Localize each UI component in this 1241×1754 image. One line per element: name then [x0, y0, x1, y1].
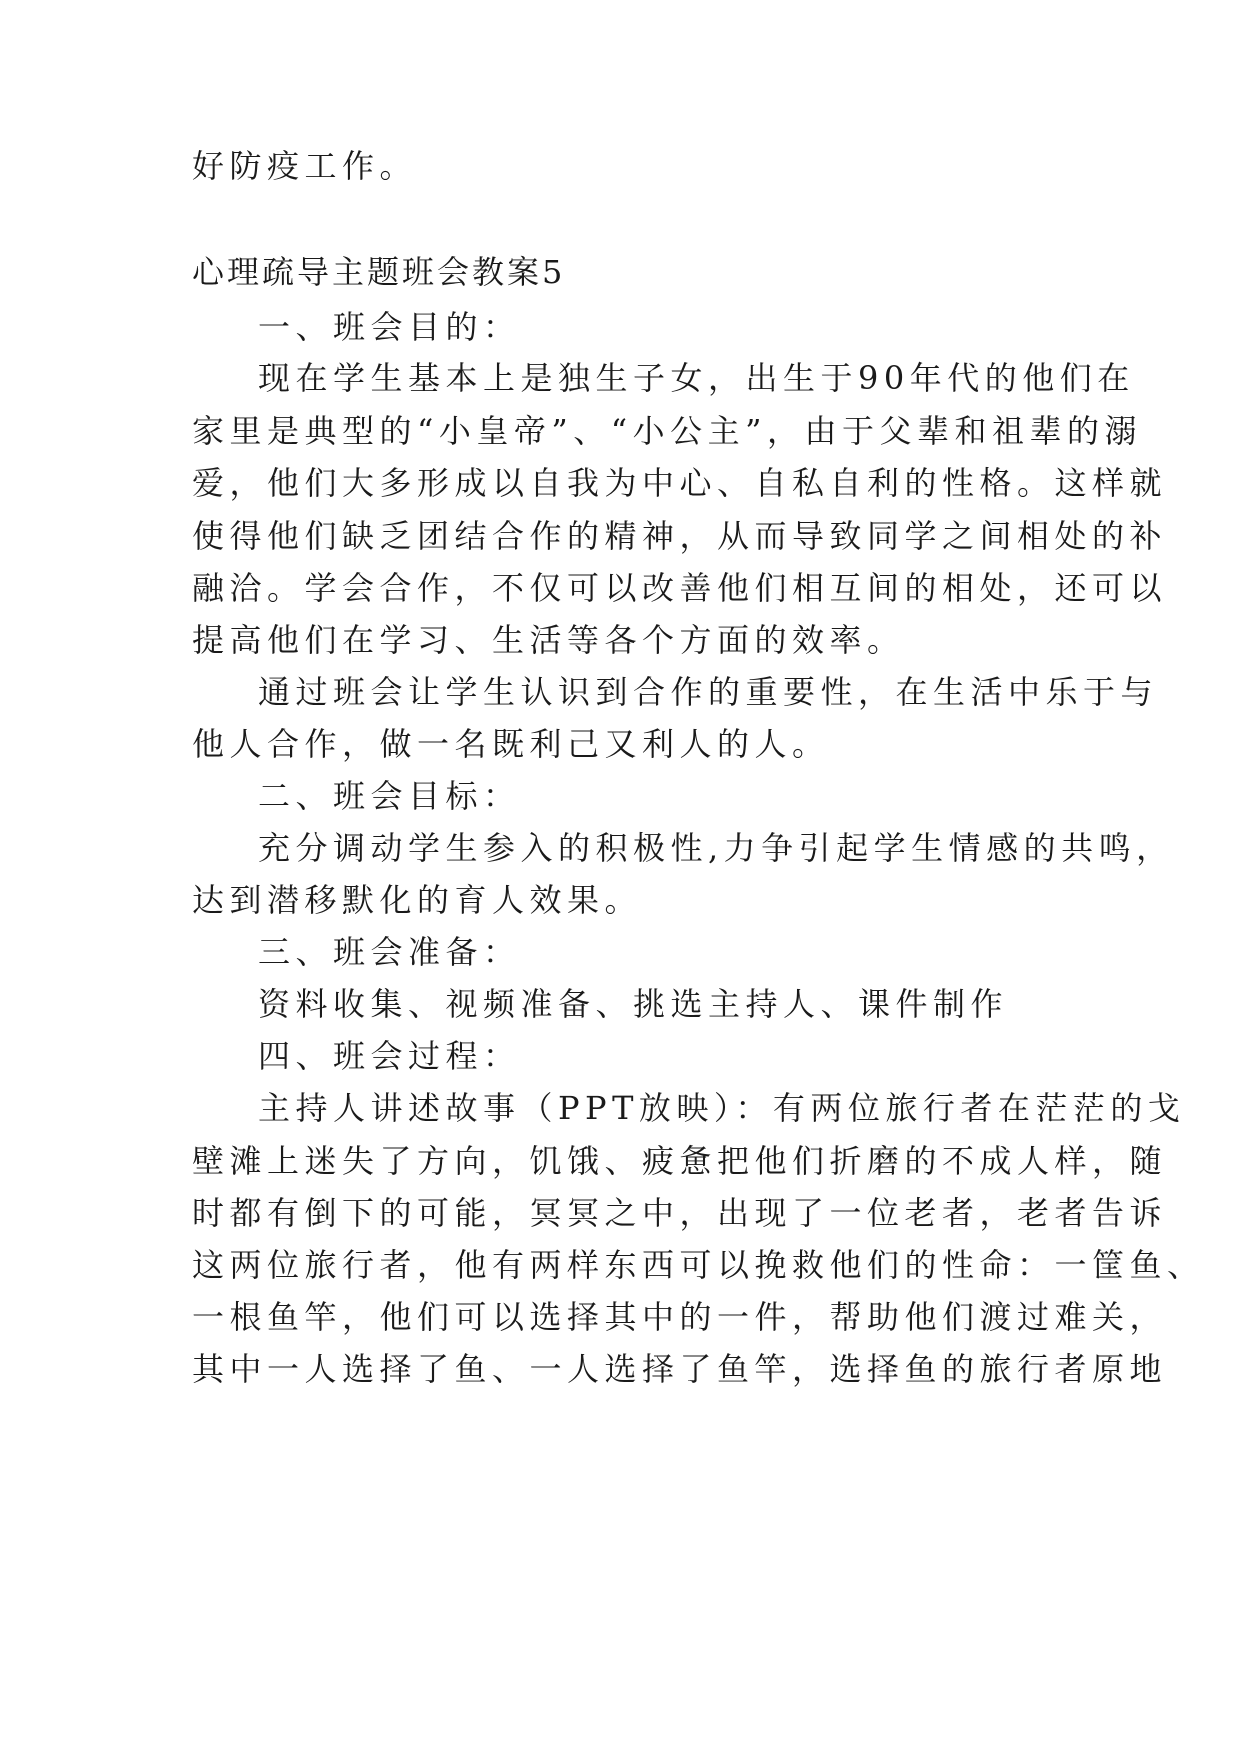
- paragraph-line: 充分调动学生参入的积极性,力争引起学生情感的共鸣，: [258, 829, 1174, 867]
- section-title: 心理疏导主题班会教案5: [192, 253, 566, 291]
- paragraph-line: 壁滩上迷失了方向，饥饿、疲惫把他们折磨的不成人样，随: [192, 1142, 1168, 1180]
- paragraph-line: 爱，他们大多形成以自我为中心、自私自利的性格。这样就: [192, 464, 1168, 502]
- heading-process: 四、班会过程：: [258, 1037, 521, 1075]
- paragraph-line: 现在学生基本上是独生子女，出生于90年代的他们在: [258, 359, 1135, 397]
- paragraph-line: 融洽。学会合作，不仅可以改善他们相互间的相处，还可以: [192, 569, 1168, 607]
- paragraph-line: 达到潜移默化的育人效果。: [192, 881, 643, 919]
- continuation-text: 好防疫工作。: [192, 147, 418, 185]
- paragraph-line: 主持人讲述故事（PPT放映）：有两位旅行者在茫茫的戈: [258, 1089, 1186, 1127]
- paragraph-line: 通过班会让学生认识到合作的重要性，在生活中乐于与: [258, 673, 1159, 711]
- paragraph-line: 提高他们在学习、生活等各个方面的效率。: [192, 621, 905, 659]
- paragraph-line: 使得他们缺乏团结合作的精神，从而导致同学之间相处的补: [192, 517, 1168, 555]
- paragraph-line: 资料收集、视频准备、挑选主持人、课件制作: [258, 985, 1009, 1023]
- paragraph-line: 家里是典型的“小皇帝”、“小公主”，由于父辈和祖辈的溺: [192, 412, 1142, 450]
- paragraph-line: 这两位旅行者，他有两样东西可以挽救他们的性命：一筐鱼、: [192, 1246, 1205, 1284]
- heading-purpose: 一、班会目的：: [258, 308, 521, 346]
- paragraph-line: 其中一人选择了鱼、一人选择了鱼竿，选择鱼的旅行者原地: [192, 1350, 1168, 1388]
- paragraph-line: 他人合作，做一名既利己又利人的人。: [192, 725, 830, 763]
- paragraph-line: 时都有倒下的可能，冥冥之中，出现了一位老者，老者告诉: [192, 1194, 1168, 1232]
- heading-goal: 二、班会目标：: [258, 777, 521, 815]
- heading-preparation: 三、班会准备：: [258, 933, 521, 971]
- paragraph-line: 一根鱼竿，他们可以选择其中的一件，帮助他们渡过难关，: [192, 1298, 1168, 1336]
